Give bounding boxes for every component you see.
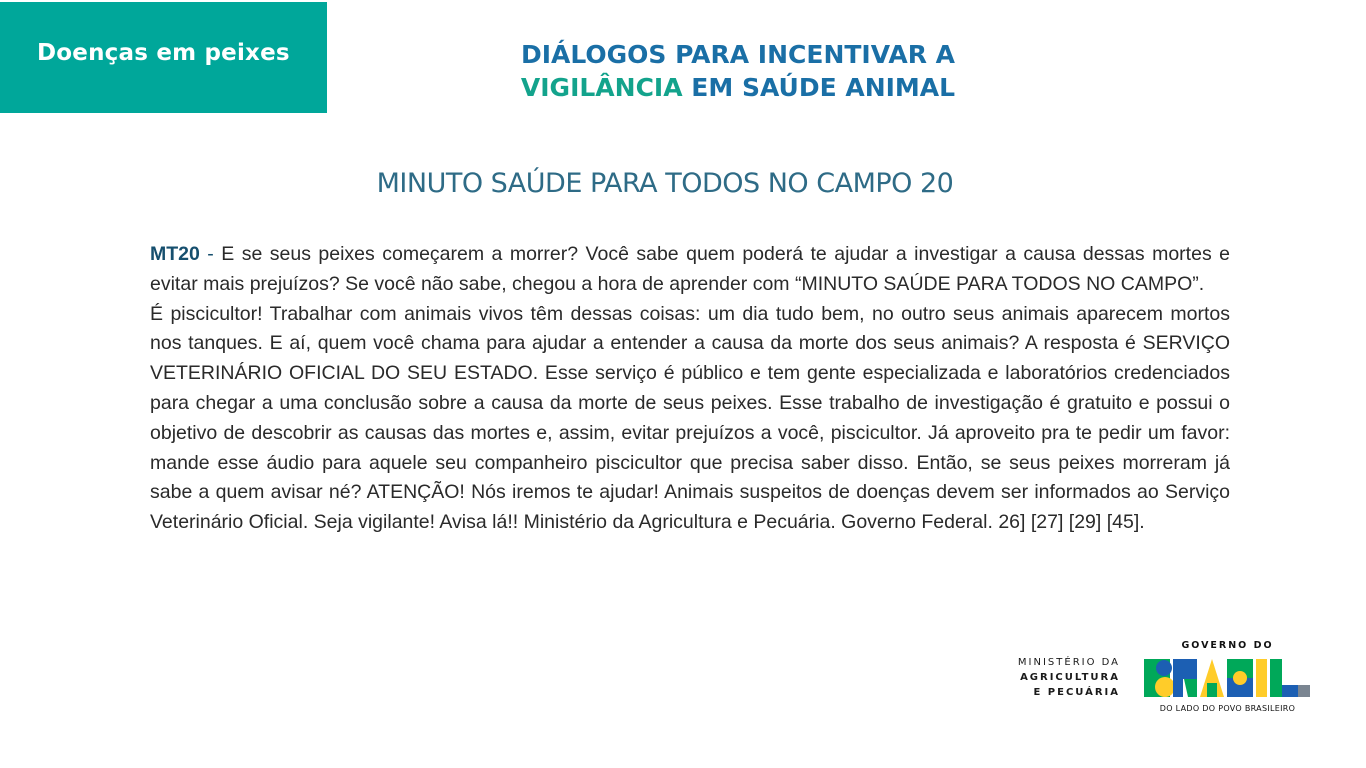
ministry-logo [985, 655, 1120, 700]
header-highlight: VIGILÂNCIA [520, 73, 683, 102]
header-line-2-rest: EM SAÚDE ANIMAL [682, 73, 956, 102]
header-line-2 [438, 71, 1038, 104]
ministry-line-2: AGRICULTURA [1020, 672, 1120, 683]
paragraph-intro [150, 240, 1230, 300]
episode-code: MT20 [150, 243, 200, 265]
body-text [150, 240, 1230, 538]
governo-brasil-logo [1140, 640, 1315, 720]
separator: - [199, 243, 222, 265]
ministry-line-1: MINISTÉRIO DA [1017, 657, 1120, 668]
paragraph-main: É piscicultor! Trabalhar com animais vivos têm dessas coisas: um dia tudo bem, no outro seus animais aparecem mortos nos tanques. E aí, quem você chama para ajudar a entender a causa da morte dos seus animais? A resposta é SERVIÇO VETERINÁRIO OFICIAL DO SEU ESTADO. Esse serviço é público e tem gente especializada e laboratórios credenciados para chegar a uma conclusão sobre a causa da morte de seus peixes. Esse trabalho de investigação é gratuito e possui o objetivo de descobrir as causas das mortes e, assim, evitar prejuízos a você, piscicultor. Já aproveito pra te pedir um favor: mande esse áudio para aquele seu companheiro piscicultor que precisa saber disso. Então, se seus peixes morreram já sabe a quem avisar né? ATENÇÃO! Nós iremos te ajudar! Animais suspeitos de doenças devem ser informados ao Serviço Veterinário Oficial. Seja vigilante! Avisa lá!! Ministério da Agricultura e Pecuária. Governo Federal. 26] [27] [29] [45]. [150, 302, 1230, 534]
header-line-1: DIÁLOGOS PARA INCENTIVAR A [520, 40, 956, 69]
ministry-line-3: E PECUÁRIA [1033, 687, 1120, 698]
topic-tag-label: Doenças em peixes [37, 40, 290, 66]
topic-tag [0, 2, 327, 113]
gov-logo-top: GOVERNO DO [1181, 640, 1274, 651]
header-title [438, 38, 1038, 104]
section-title: MINUTO SAÚDE PARA TODOS NO CAMPO 20 [376, 168, 954, 199]
gov-logo-bottom: DO LADO DO POVO BRASILEIRO [1159, 704, 1296, 713]
brasil-wordmark-icon [1144, 657, 1312, 699]
paragraph-1-text: E se seus peixes começarem a morrer? Você sabe quem poderá te ajudar a investigar a causa dessas mortes e evitar mais prejuízos? Se você não sabe, chegou a hora de aprender com “MINUTO SAÚDE PARA TODOS NO CAMPO”. [150, 243, 1230, 295]
